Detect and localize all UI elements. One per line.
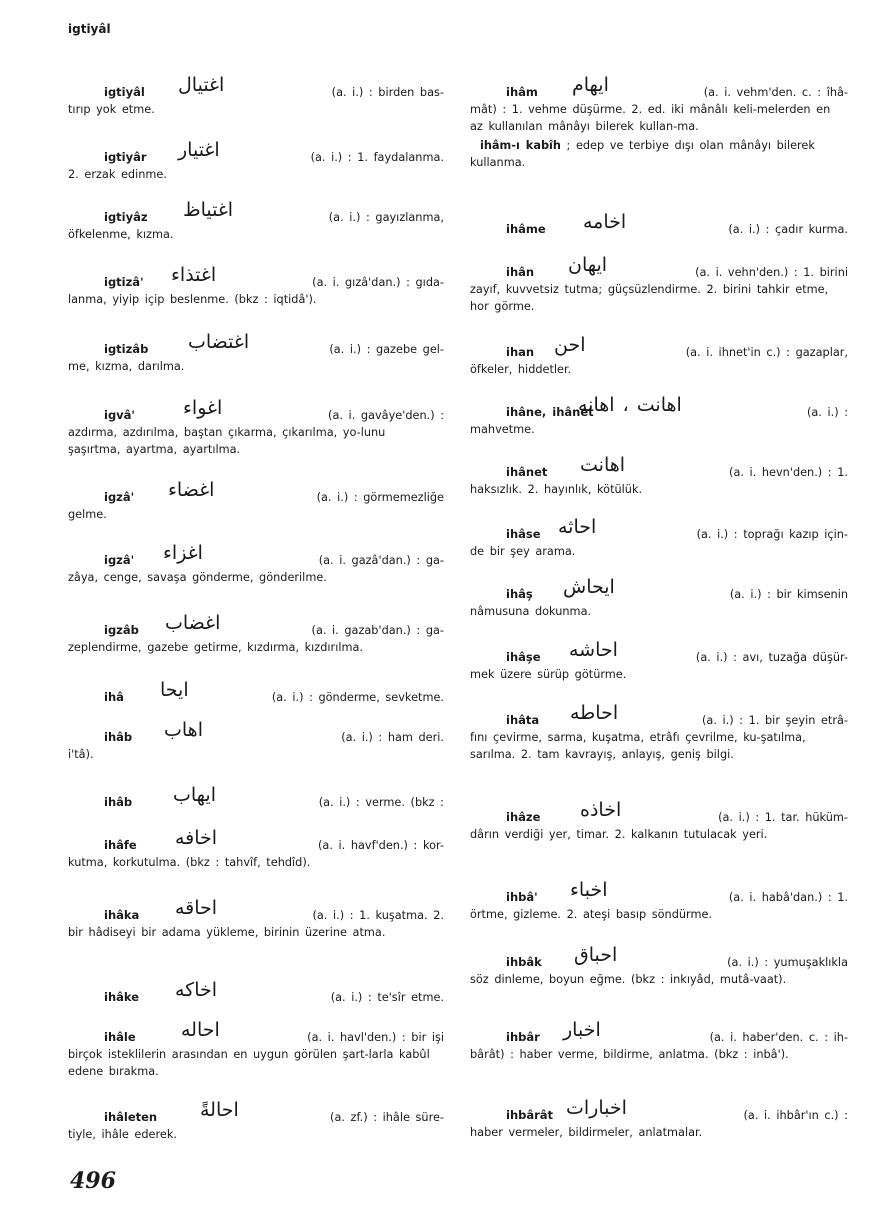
definition-start: (a. i.) : 1. bir şeyin etrâ- bbox=[702, 714, 848, 727]
arabic-spelling: اهاب bbox=[164, 719, 203, 741]
definition-start: (a. i.) : gayızlanma, bbox=[328, 211, 444, 224]
headword: ihâ bbox=[104, 690, 124, 704]
definition-start: (a. zf.) : ihâle süre- bbox=[330, 1111, 444, 1124]
headword: igvâ' bbox=[104, 408, 135, 422]
headword: ihbâr bbox=[506, 1030, 540, 1044]
definition-continuation: mahvetme. bbox=[470, 423, 535, 436]
arabic-spelling: اغتياظ bbox=[183, 199, 234, 221]
left-entry bbox=[68, 140, 444, 183]
entry-first-line bbox=[470, 255, 848, 281]
entry-first-line bbox=[68, 898, 444, 924]
right-entry bbox=[470, 577, 848, 620]
headword: ihân bbox=[506, 265, 535, 279]
entry-first-line bbox=[470, 455, 848, 481]
definition-continuation: haber vermeler, bildirmeler, anlatmalar. bbox=[470, 1126, 703, 1139]
right-entry bbox=[470, 75, 848, 171]
headword: ihâfe bbox=[104, 838, 137, 852]
arabic-spelling: اخاذه bbox=[580, 799, 622, 821]
definition-continuation: söz dinleme, boyun eğme. (bkz : inkıyâd, mutâ-vaat). bbox=[470, 973, 787, 986]
arabic-spelling: اغزاء bbox=[163, 542, 203, 564]
definition-start: (a. i.) : 1. kuşatma. 2. bbox=[312, 909, 444, 922]
headword: igtiyâl bbox=[104, 85, 145, 99]
right-entry bbox=[470, 1020, 848, 1063]
definition-start: (a. i.) : birden bas- bbox=[331, 86, 444, 99]
definition-continuation: dârın verdiği yer, timar. 2. kalkanın tutulacak yeri. bbox=[470, 828, 768, 841]
right-entry bbox=[470, 212, 848, 238]
arabic-spelling: احن bbox=[554, 334, 586, 356]
definition-continuation: zayıf, kuvvetsiz tutma; güçsüzlendirme. 2. birini tahkir etme, hor görme. bbox=[470, 283, 829, 313]
headword: ihâb bbox=[104, 730, 133, 744]
definition-start: (a. i.) : görmemezliğe bbox=[316, 491, 444, 504]
headword: ihâb bbox=[104, 795, 133, 809]
definition-start: (a. i.) : gönderme, sevketme. bbox=[271, 691, 444, 704]
entry-first-line bbox=[470, 703, 848, 729]
definition-start: (a. i.) : 1. tar. hüküm- bbox=[718, 811, 848, 824]
definition-start: (a. i. hevn'den.) : 1. bbox=[729, 466, 848, 479]
arabic-spelling: اخبار bbox=[563, 1019, 601, 1041]
left-entry bbox=[68, 398, 444, 458]
definition-continuation: örtme, gizleme. 2. ateşi basıp söndürme. bbox=[470, 908, 713, 921]
sub-definition: ; edep ve terbiye dışı olan mânâyı bilerek kullanma. bbox=[470, 139, 815, 169]
arabic-spelling: احاله bbox=[181, 1019, 220, 1041]
headword: ihâze bbox=[506, 810, 541, 824]
entry-first-line bbox=[470, 395, 848, 421]
left-entry bbox=[68, 543, 444, 586]
entry-first-line bbox=[68, 1020, 444, 1046]
entry-first-line bbox=[68, 200, 444, 226]
arabic-spelling: ايهان bbox=[568, 254, 608, 276]
definition-continuation: mek üzere sürüp götürme. bbox=[470, 668, 627, 681]
arabic-spelling: ايهام bbox=[572, 74, 609, 96]
definition-start: (a. i.) : avı, tuzağa düşür- bbox=[695, 651, 848, 664]
headword: ihâleten bbox=[104, 1110, 158, 1124]
right-entry bbox=[470, 800, 848, 843]
headword: ihâle bbox=[104, 1030, 136, 1044]
definition-continuation: kutma, korkutulma. (bkz : tahvîf, tehdîd). bbox=[68, 856, 311, 869]
headword: ihbâ' bbox=[506, 890, 538, 904]
arabic-spelling: احباق bbox=[574, 944, 618, 966]
right-entry bbox=[470, 335, 848, 378]
arabic-spelling: اغواء bbox=[183, 397, 223, 419]
page-number: 496 bbox=[70, 1168, 116, 1194]
right-entry bbox=[470, 640, 848, 683]
arabic-spelling: ايهاب bbox=[173, 784, 217, 806]
headword: ihâse bbox=[506, 527, 541, 541]
right-entry bbox=[470, 703, 848, 763]
left-entry bbox=[68, 1100, 444, 1143]
right-entry bbox=[470, 517, 848, 560]
headword: igzâ' bbox=[104, 490, 135, 504]
entry-first-line bbox=[68, 613, 444, 639]
left-entry bbox=[68, 1020, 444, 1080]
arabic-spelling: احاطه bbox=[570, 702, 619, 724]
entry-first-line bbox=[470, 212, 848, 238]
definition-start: (a. i. gızâ'dan.) : gıda- bbox=[312, 276, 444, 289]
entry-first-line bbox=[68, 980, 444, 1006]
entry-first-line bbox=[470, 1020, 848, 1046]
left-entry bbox=[68, 680, 444, 706]
headword: ihâne, ihânet bbox=[506, 405, 594, 419]
arabic-spelling: اغتيال bbox=[178, 74, 225, 96]
definition-continuation: zâya, cenge, savaşa gönderme, gönderilme. bbox=[68, 571, 327, 584]
definition-start: (a. i.) : te'sîr etme. bbox=[330, 991, 444, 1004]
right-entry bbox=[470, 945, 848, 988]
arabic-spelling: اغتيار bbox=[178, 139, 220, 161]
headword: ihâşe bbox=[506, 650, 541, 664]
arabic-spelling: ايحاش bbox=[563, 576, 615, 598]
arabic-spelling: احاقه bbox=[175, 897, 218, 919]
definition-continuation: me, kızma, darılma. bbox=[68, 360, 185, 373]
headword: ihan bbox=[506, 345, 535, 359]
entry-first-line bbox=[470, 335, 848, 361]
headword: ihâme bbox=[506, 222, 546, 236]
entry-first-line bbox=[68, 140, 444, 166]
right-entry bbox=[470, 455, 848, 498]
headword: igtizâb bbox=[104, 342, 149, 356]
entry-first-line bbox=[68, 720, 444, 746]
arabic-spelling: احاشه bbox=[569, 639, 618, 661]
definition-start: (a. i. ihnet'in c.) : gazaplar, bbox=[685, 346, 848, 359]
arabic-spelling: اخافه bbox=[175, 827, 218, 849]
headword: igtiyâz bbox=[104, 210, 148, 224]
headword: ihâka bbox=[104, 908, 140, 922]
definition-continuation: fını çevirme, sarma, kuşatma, etrâfı çevrilme, ku-şatılma, sarılma. 2. tam kavrayış, anlayış, geniş bilgi. bbox=[470, 731, 806, 761]
definition-start: (a. i. gavâye'den.) : bbox=[328, 409, 444, 422]
arabic-spelling: اغتضاب bbox=[188, 331, 250, 353]
right-entry bbox=[470, 255, 848, 315]
definition-start: (a. i. habâ'dan.) : 1. bbox=[728, 891, 848, 904]
definition-start: (a. i.) : ham deri. bbox=[341, 731, 444, 744]
definition-start: (a. i.) : gazebe gel- bbox=[329, 343, 444, 356]
definition-start: (a. i. gazab'dan.) : ga- bbox=[311, 624, 444, 637]
left-entry bbox=[68, 480, 444, 523]
arabic-spelling: اغضاء bbox=[168, 479, 215, 501]
entry-first-line bbox=[68, 1100, 444, 1126]
entry-first-line bbox=[68, 543, 444, 569]
arabic-spelling: اهانت bbox=[580, 454, 626, 476]
left-entry bbox=[68, 613, 444, 656]
arabic-spelling: احالةً bbox=[200, 1099, 239, 1121]
entry-first-line bbox=[470, 640, 848, 666]
definition-start: (a. i.) : çadır kurma. bbox=[728, 223, 848, 236]
arabic-spelling: اخاكه bbox=[175, 979, 218, 1001]
right-entry bbox=[470, 880, 848, 923]
headword: igzâ' bbox=[104, 553, 135, 567]
headword: ihbârât bbox=[506, 1108, 554, 1122]
arabic-spelling: اهانت ، اهانه bbox=[578, 394, 682, 416]
definition-start: (a. i.) : toprağı kazıp için- bbox=[696, 528, 848, 541]
definition-start: (a. i. vehn'den.) : 1. birini bbox=[695, 266, 848, 279]
arabic-spelling: ايحا bbox=[160, 679, 189, 701]
definition-start: (a. i. ihbâr'ın c.) : bbox=[743, 1109, 848, 1122]
definition-start: (a. i. gazâ'dan.) : ga- bbox=[318, 554, 444, 567]
definition-continuation: öfkeler, hiddetler. bbox=[470, 363, 572, 376]
left-entry bbox=[68, 980, 444, 1006]
definition-continuation: bârât) : haber verme, bildirme, anlatma. (bkz : inbâ'). bbox=[470, 1048, 789, 1061]
definition-continuation: gelme. bbox=[68, 508, 107, 521]
headword: igzâb bbox=[104, 623, 139, 637]
definition-continuation: haksızlık. 2. hayınlık, kötülük. bbox=[470, 483, 643, 496]
definition-start: (a. i. havf'den.) : kor- bbox=[318, 839, 444, 852]
entry-first-line bbox=[470, 75, 848, 101]
definition-start: (a. i. haber'den. c. : ih- bbox=[709, 1031, 848, 1044]
entry-first-line bbox=[470, 945, 848, 971]
definition-continuation: tiyle, ihâle ederek. bbox=[68, 1128, 177, 1141]
definition-start: (a. i.) : verme. (bkz : bbox=[318, 796, 444, 809]
entry-first-line bbox=[470, 517, 848, 543]
headword: ihâş bbox=[506, 587, 533, 601]
entry-first-line bbox=[68, 828, 444, 854]
arabic-spelling: اخباء bbox=[570, 879, 608, 901]
entry-first-line bbox=[68, 398, 444, 424]
arabic-spelling: اغتذاء bbox=[171, 264, 217, 286]
entry-first-line bbox=[470, 1098, 848, 1124]
definition-continuation: tırıp yok etme. bbox=[68, 103, 155, 116]
left-entry bbox=[68, 828, 444, 871]
definition-start: (a. i. vehm'den. c. : îhâ- bbox=[703, 86, 848, 99]
arabic-spelling: اغضاب bbox=[165, 612, 221, 634]
entry-first-line bbox=[68, 680, 444, 706]
sub-entry bbox=[470, 137, 848, 171]
definition-continuation: öfkelenme, kızma. bbox=[68, 228, 174, 241]
definition-continuation: lanma, yiyip içip beslenme. (bkz : iqtidâ'). bbox=[68, 293, 317, 306]
left-entry bbox=[68, 785, 444, 811]
definition-continuation: birçok isteklilerin arasından en uygun görülen şart-larla kabûl edene bırakma. bbox=[68, 1048, 430, 1078]
definition-continuation: zeplendirme, gazebe getirme, kızdırma, kızdırılma. bbox=[68, 641, 363, 654]
definition-start: (a. i.) : bbox=[806, 406, 848, 419]
left-entry bbox=[68, 332, 444, 375]
headword: ihâke bbox=[104, 990, 140, 1004]
definition-continuation: nâmusuna dokunma. bbox=[470, 605, 592, 618]
entry-first-line bbox=[470, 880, 848, 906]
entry-first-line bbox=[68, 785, 444, 811]
entry-first-line bbox=[68, 480, 444, 506]
headword: ihâta bbox=[506, 713, 540, 727]
definition-continuation: azdırma, azdırılma, baştan çıkarma, çıkarılma, yo-lunu şaşırtma, ayartma, ayartılma. bbox=[68, 426, 386, 456]
headword: ihbâk bbox=[506, 955, 542, 969]
definition-continuation: i'tâ). bbox=[68, 748, 94, 761]
definition-start: (a. i.) : bir kimsenin bbox=[729, 588, 848, 601]
entry-first-line bbox=[68, 265, 444, 291]
left-entry bbox=[68, 200, 444, 243]
left-entry bbox=[68, 75, 444, 118]
entry-first-line bbox=[470, 800, 848, 826]
right-entry bbox=[470, 395, 848, 438]
arabic-spelling: احاثه bbox=[558, 516, 597, 538]
headword: igtizâ' bbox=[104, 275, 144, 289]
definition-start: (a. i.) : 1. faydalanma. bbox=[310, 151, 444, 164]
left-entry bbox=[68, 898, 444, 941]
definition-continuation: 2. erzak edinme. bbox=[68, 168, 167, 181]
running-head: igtiyâl bbox=[68, 22, 111, 36]
headword: ihânet bbox=[506, 465, 548, 479]
right-entry bbox=[470, 1098, 848, 1141]
definition-continuation: bir hâdiseyi bir adama yükleme, birinin üzerine atma. bbox=[68, 926, 386, 939]
definition-start: (a. i. havl'den.) : bir işi bbox=[307, 1031, 444, 1044]
left-entry bbox=[68, 720, 444, 763]
left-entry bbox=[68, 265, 444, 308]
headword: igtiyâr bbox=[104, 150, 147, 164]
headword: ihâm bbox=[506, 85, 538, 99]
arabic-spelling: اخامه bbox=[583, 211, 627, 233]
sub-headword: ihâm-ı kabîh bbox=[480, 139, 561, 152]
entry-first-line bbox=[68, 75, 444, 101]
definition-start: (a. i.) : yumuşaklıkla bbox=[727, 956, 848, 969]
definition-continuation: mât) : 1. vehme düşürme. 2. ed. iki mânâlı keli-melerden en az kullanılan mânâyı bilerek kullan-ma. bbox=[470, 103, 831, 133]
definition-continuation: de bir şey arama. bbox=[470, 545, 576, 558]
entry-first-line bbox=[470, 577, 848, 603]
entry-first-line bbox=[68, 332, 444, 358]
arabic-spelling: اخبارات bbox=[566, 1097, 627, 1119]
